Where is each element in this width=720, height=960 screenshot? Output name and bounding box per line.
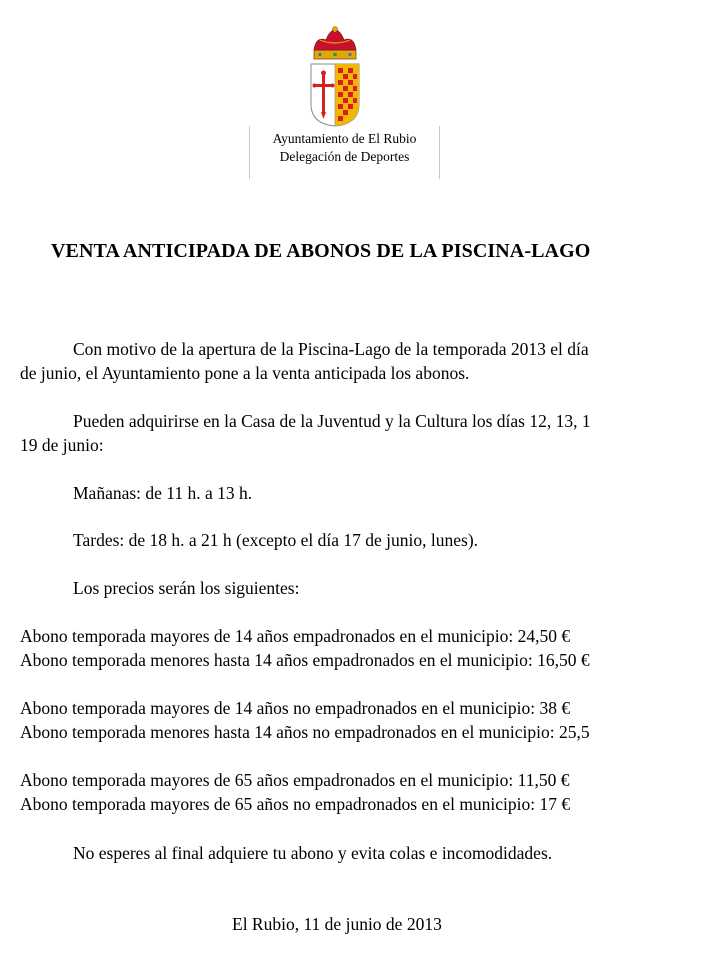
price-item: Abono temporada mayores de 14 años no empadronados en el municipio: 38 € — [20, 698, 571, 718]
price-item: Abono temporada mayores de 65 años no empadronados en el municipio: 17 € — [20, 794, 571, 814]
paragraph-2-line-2: 19 de junio: — [20, 435, 104, 455]
schedule-afternoon: Tardes: de 18 h. a 21 h (excepto el día 17 de junio, lunes). — [73, 530, 479, 550]
org-name: Ayuntamiento de El Rubio — [272, 131, 417, 146]
document-title: VENTA ANTICIPADA DE ABONOS DE LA PISCINA-LAGO — [51, 240, 591, 262]
paragraph-2-line-1: Pueden adquirirse en la Casa de la Juventud y la Cultura los días 12, 13, 1 — [73, 411, 591, 431]
org-caption-box — [249, 126, 440, 179]
prices-intro: Los precios serán los siguientes: — [73, 578, 300, 598]
price-item: Abono temporada menores hasta 14 años no empadronados en el municipio: 25,5 — [20, 722, 590, 742]
shield-icon — [311, 64, 359, 126]
coat-of-arms-logo — [300, 26, 370, 128]
org-department: Delegación de Deportes — [279, 149, 410, 164]
paragraph-1-line-1: Con motivo de la apertura de la Piscina-Lago de la temporada 2013 el día — [73, 339, 589, 359]
place-and-date: El Rubio, 11 de junio de 2013 — [232, 914, 442, 934]
paragraph-1-line-2: de junio, el Ayuntamiento pone a la venta anticipada los abonos. — [20, 363, 470, 383]
price-item: Abono temporada menores hasta 14 años empadronados en el municipio: 16,50 € — [20, 650, 590, 670]
schedule-morning: Mañanas: de 11 h. a 13 h. — [73, 483, 253, 503]
price-item: Abono temporada mayores de 65 años empadronados en el municipio: 11,50 € — [20, 770, 570, 790]
price-item: Abono temporada mayores de 14 años empadronados en el municipio: 24,50 € — [20, 626, 571, 646]
closing-text: No esperes al final adquiere tu abono y evita colas e incomodidades. — [73, 843, 553, 863]
crown-icon — [314, 26, 356, 59]
